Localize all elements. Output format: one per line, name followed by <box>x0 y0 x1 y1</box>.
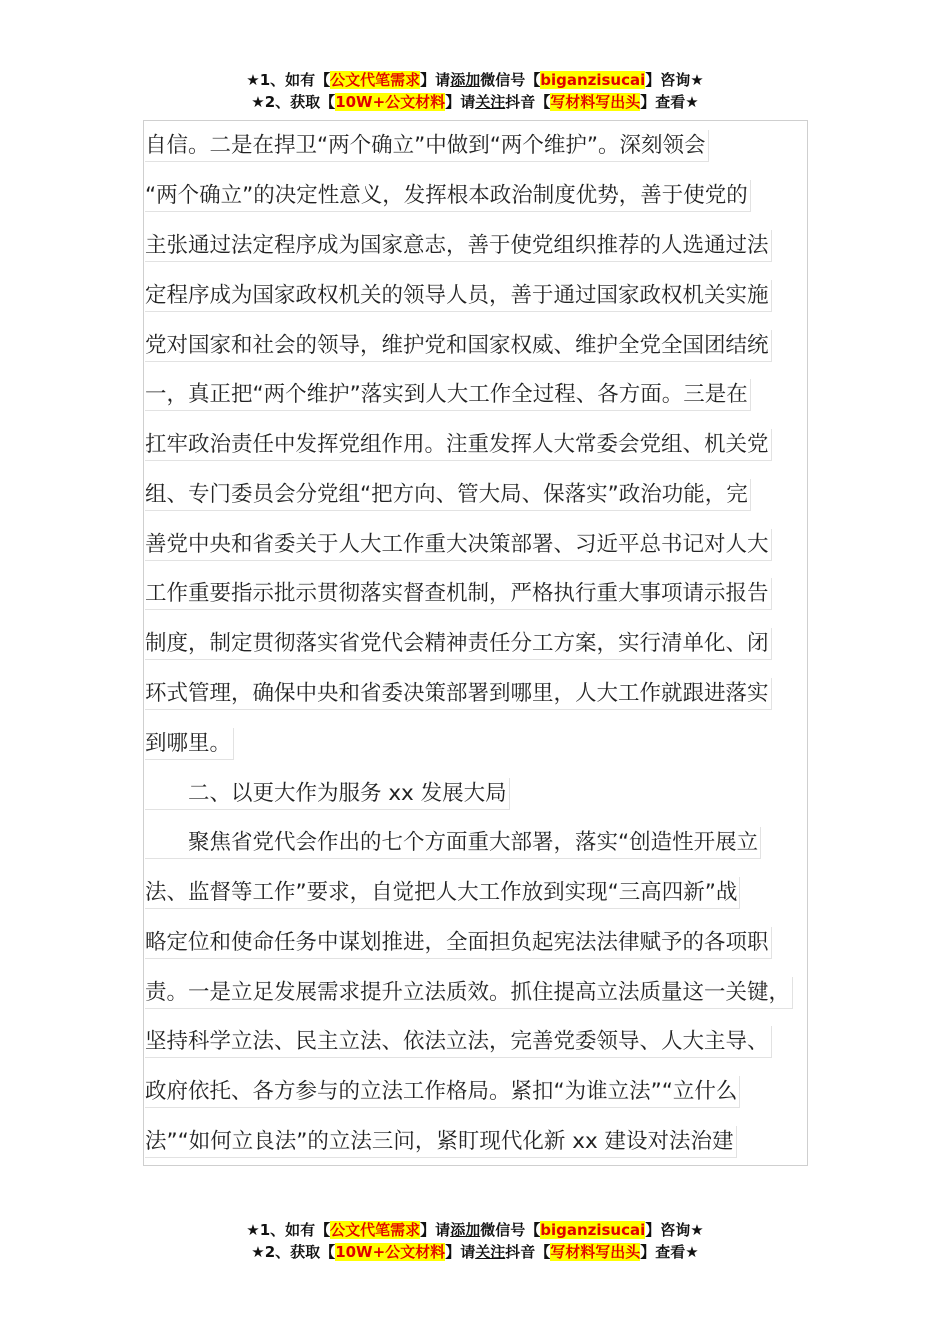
promo-text: 】咨询★ <box>645 1221 704 1239</box>
text-line: 法、监督等工作”要求，自觉把人大工作放到实现“三高四新”战 <box>145 877 740 909</box>
promo-text: 微信号【 <box>480 71 541 89</box>
promo-line-2 <box>0 91 950 113</box>
text-line: 聚焦省党代会作出的七个方面重大部署，落实“创造性开展立 <box>145 827 761 859</box>
promo-text: ★2、获取【 <box>251 1243 336 1261</box>
highlight-service: 公文代笔需求 <box>330 71 421 89</box>
text-line: 到哪里。 <box>145 728 234 760</box>
promo-header <box>0 69 950 113</box>
promo-line-1 <box>0 69 950 91</box>
promo-line-1 <box>0 1219 950 1241</box>
text-line: 环式管理，确保中央和省委决策部署到哪里，人大工作就跟进落实 <box>145 678 772 710</box>
promo-text: 微信号【 <box>480 1221 541 1239</box>
promo-footer <box>0 1219 950 1263</box>
text-line: 一，真正把“两个维护”落实到人大工作全过程、各方面。三是在 <box>145 379 751 411</box>
text-line: 工作重要指示批示贯彻落实督查机制，严格执行重大事项请示报告 <box>145 578 772 610</box>
text-line: 善党中央和省委关于人大工作重大决策部署、习近平总书记对人大 <box>145 529 772 561</box>
promo-text-underlined: 关注 <box>475 93 506 111</box>
text-line: 党对国家和社会的领导，维护党和国家权威、维护全党全国团结统 <box>145 330 772 362</box>
promo-text: 】请 <box>445 1243 476 1261</box>
text-line: 政府依托、各方参与的立法工作格局。紧扣“为谁立法”“立什么 <box>145 1076 740 1108</box>
promo-text: ★1、如有【 <box>246 71 331 89</box>
text-line: 法”“如何立良法”的立法三问，紧盯现代化新 xx 建设对法治建 <box>145 1126 737 1158</box>
text-line: 责。一是立足发展需求提升立法质效。抓住提高立法质量这一关键， <box>145 977 793 1009</box>
text-line: 略定位和使命任务中谋划推进，全面担负起宪法法律赋予的各项职 <box>145 927 772 959</box>
text-line: “两个确立”的决定性意义，发挥根本政治制度优势，善于使党的 <box>145 180 751 212</box>
highlight-materials: 10W+公文材料 <box>335 1243 446 1261</box>
promo-text: ★1、如有【 <box>246 1221 331 1239</box>
promo-text-underlined: 添加 <box>450 71 481 89</box>
text-line: 自信。二是在捍卫“两个确立”中做到“两个维护”。深刻领会 <box>145 130 709 162</box>
highlight-service: 公文代笔需求 <box>330 1221 421 1239</box>
highlight-materials: 10W+公文材料 <box>335 93 446 111</box>
promo-text-underlined: 关注 <box>475 1243 506 1261</box>
douyin-account: 写材料写出头 <box>550 93 641 111</box>
promo-text: ★2、获取【 <box>251 93 336 111</box>
promo-text: 抖音【 <box>505 93 551 111</box>
promo-text: 】请 <box>445 93 476 111</box>
text-line: 坚持科学立法、民主立法、依法立法，完善党委领导、人大主导、 <box>145 1026 772 1058</box>
douyin-account: 写材料写出头 <box>550 1243 641 1261</box>
promo-text-underlined: 添加 <box>450 1221 481 1239</box>
promo-text: 】咨询★ <box>645 71 704 89</box>
promo-text: 】查看★ <box>640 93 699 111</box>
promo-text: 抖音【 <box>505 1243 551 1261</box>
text-line: 定程序成为国家政权机关的领导人员，善于通过国家政权机关实施 <box>145 280 772 312</box>
text-line: 组、专门委员会分党组“把方向、管大局、保落实”政治功能，完 <box>145 479 751 511</box>
text-line: 主张通过法定程序成为国家意志，善于使党组织推荐的人选通过法 <box>145 230 772 262</box>
wechat-id: biganzisucai <box>540 71 646 89</box>
text-line: 扛牢政治责任中发挥党组作用。注重发挥人大常委会党组、机关党 <box>145 429 772 461</box>
promo-line-2 <box>0 1241 950 1263</box>
promo-text: 】请 <box>420 71 451 89</box>
promo-text: 】查看★ <box>640 1243 699 1261</box>
text-line: 制度，制定贯彻落实省党代会精神责任分工方案，实行清单化、闭 <box>145 628 772 660</box>
promo-text: 】请 <box>420 1221 451 1239</box>
section-heading: 二、以更大作为服务 xx 发展大局 <box>145 778 510 810</box>
wechat-id: biganzisucai <box>540 1221 646 1239</box>
